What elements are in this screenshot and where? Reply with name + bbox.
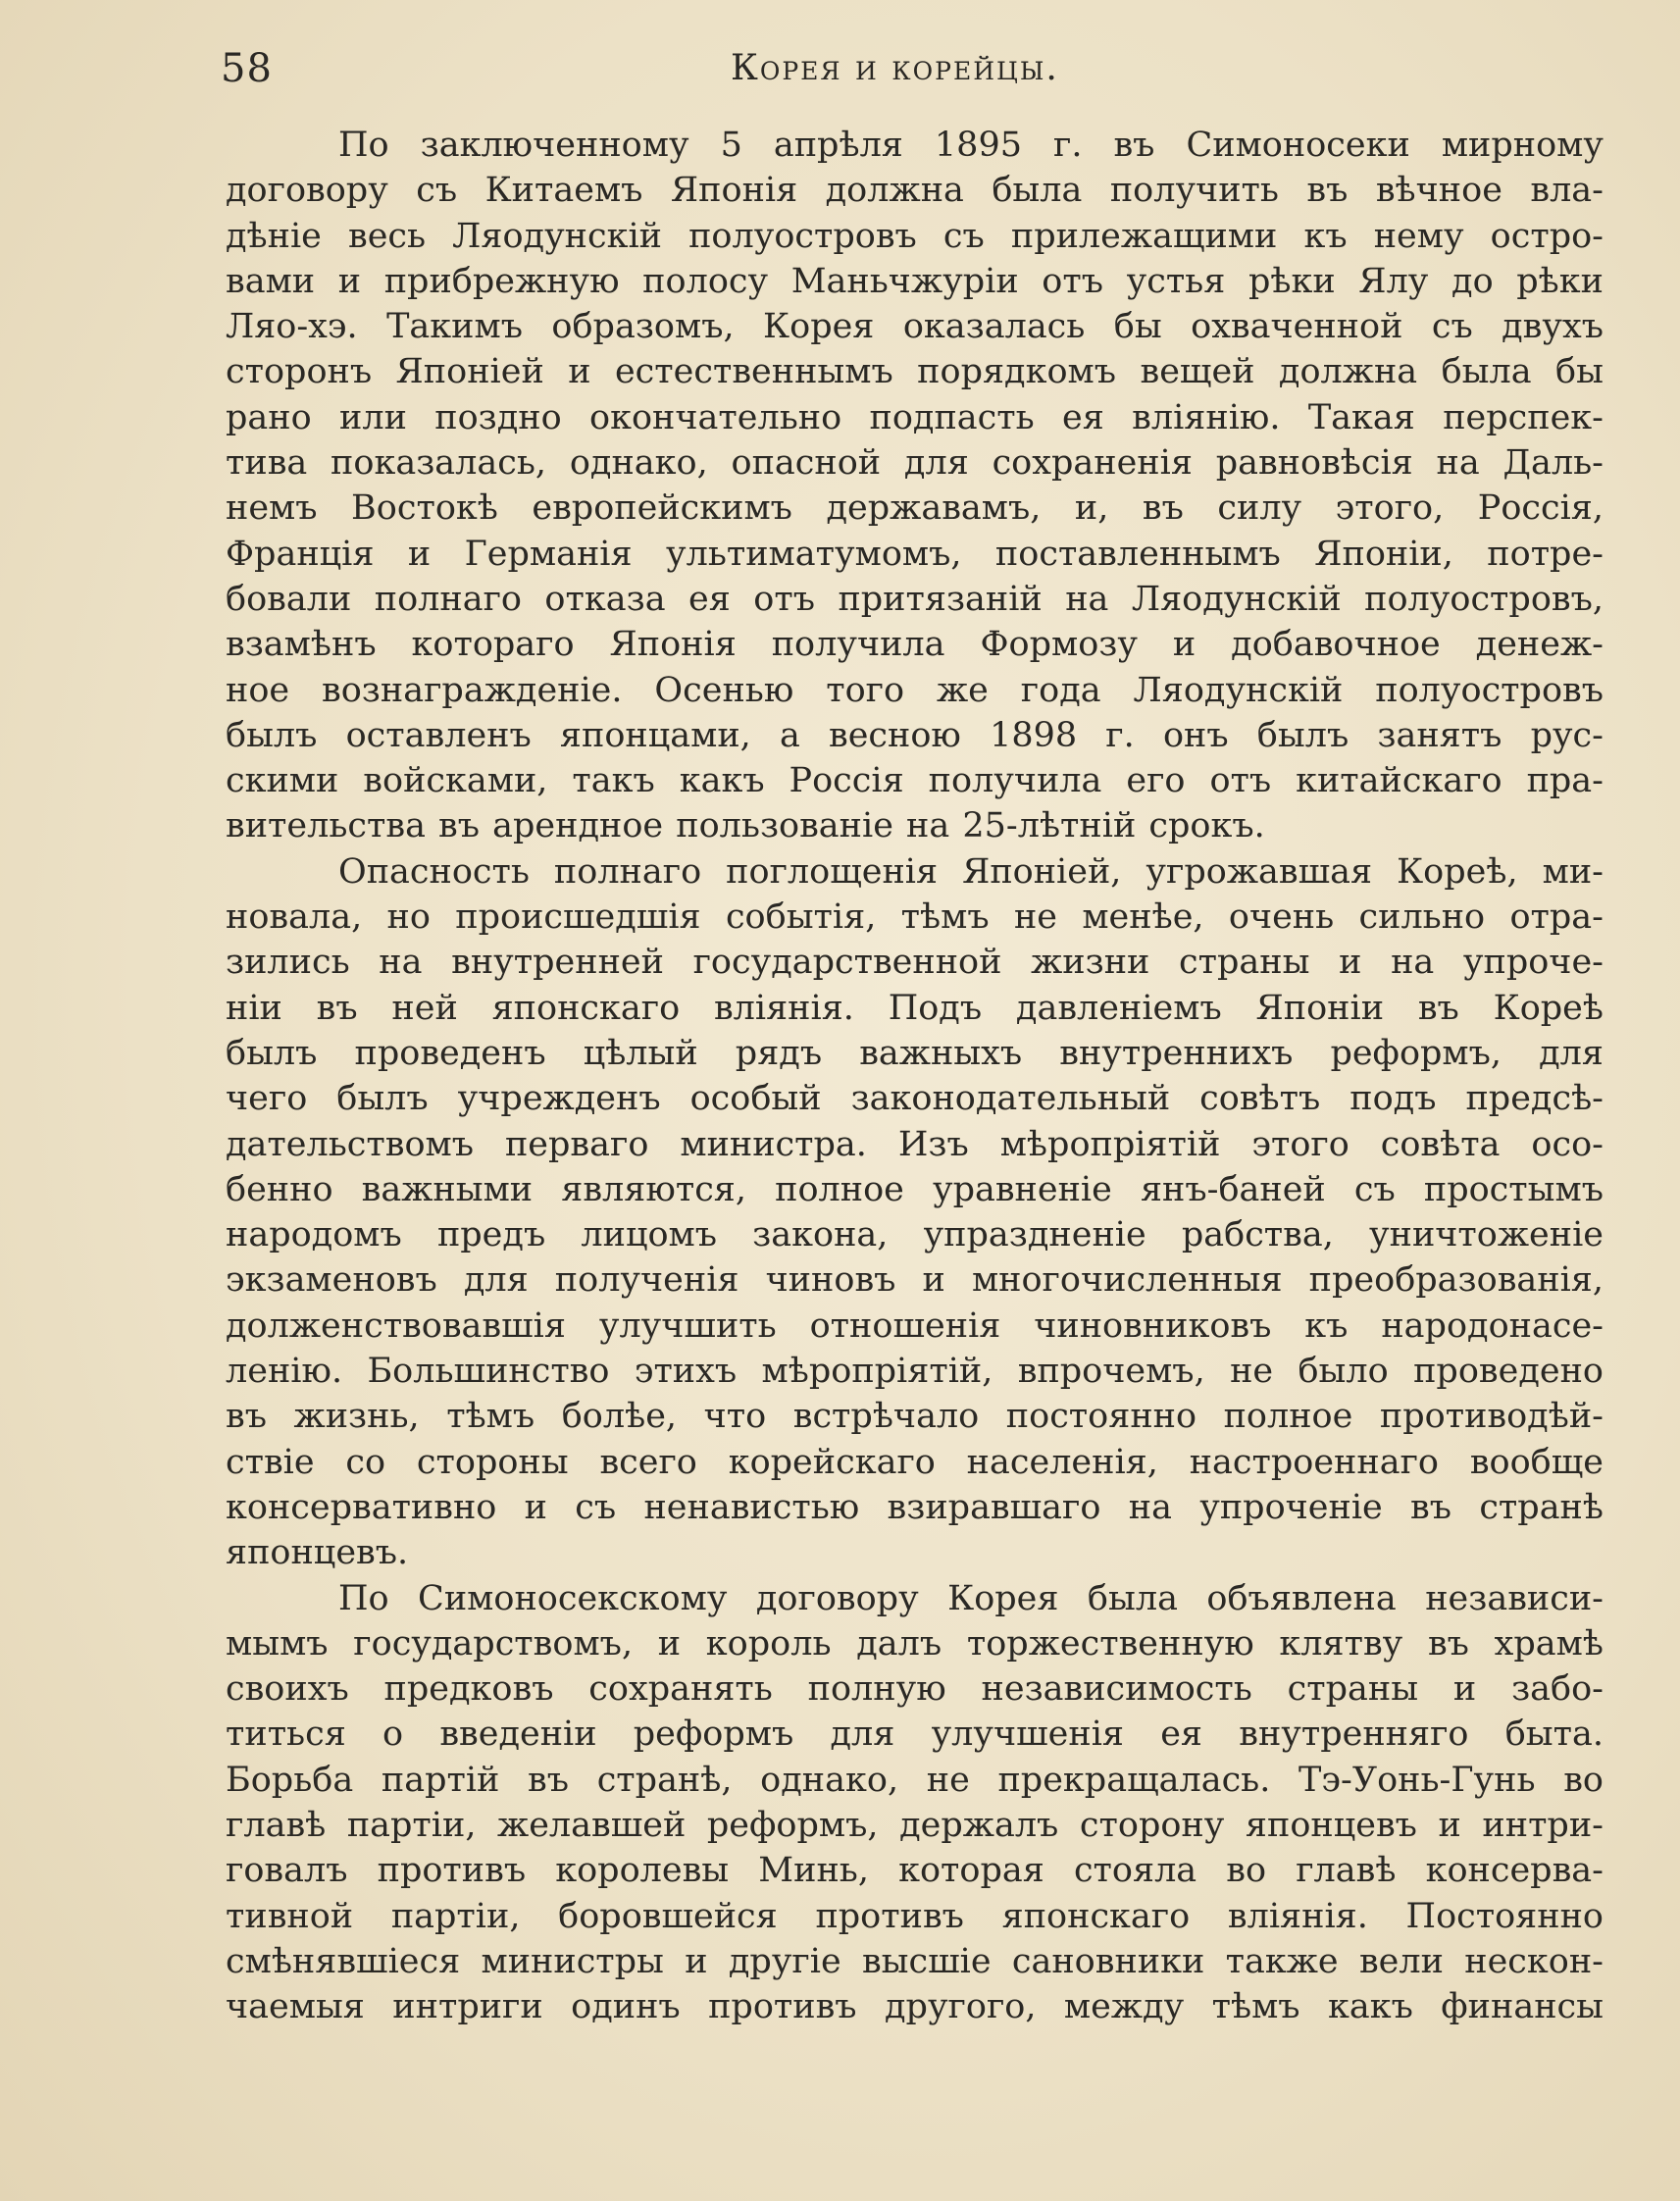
text-line: тива показалась, однако, опасной для сохраненія равновѣсія на Даль- [226,443,1604,484]
running-head: Корея и корейцы. [731,48,1059,88]
text-line: въ жизнь, тѣмъ болѣе, что встрѣчало постоянно полное противодѣй- [226,1397,1604,1437]
text-line: вами и прибрежную полосу Маньчжуріи отъ устья рѣки Ялу до рѣки [226,261,1604,301]
text-line: экзаменовъ для полученія чиновъ и многочисленныя преобразованія, [226,1260,1604,1301]
text-line: главѣ партіи, желавшей реформъ, держалъ сторону японцевъ и интри- [226,1805,1604,1845]
text-line: скими войсками, такъ какъ Россія получила его отъ китайскаго пра- [226,761,1604,801]
text-line: По Симоносекскому договору Корея была объявлена независи- [338,1578,1604,1618]
text-line: дѣніе весь Ляодунскій полуостровъ съ прилежащими къ нему остро- [226,216,1604,256]
text-line: рано или поздно окончательно подпасть ея вліянію. Такая перспек- [226,397,1604,437]
text-line: Борьба партій въ странѣ, однако, не прекращалась. Тэ-Уонь-Гунь во [226,1760,1604,1800]
text-line: Франція и Германія ультиматумомъ, поставленнымъ Японіи, потре- [226,534,1604,574]
text-line: смѣнявшіеся министры и другіе высшіе сановники также вели нескон- [226,1941,1604,1981]
text-line: По заключенному 5 апрѣля 1895 г. въ Симоносеки мирному [338,126,1604,165]
text-line: ствіе со стороны всего корейскаго населенія, настроеннаго вообще [226,1442,1604,1482]
text-line: народомъ предъ лицомъ закона, упраздненіе рабства, уничтоженіе [226,1215,1604,1255]
text-line: ніи въ ней японскаго вліянія. Подъ давленіемъ Японіи въ Кореѣ [226,988,1604,1028]
text-line: говалъ противъ королевы Минь, которая стояла во главѣ консерва- [226,1851,1604,1891]
text-line: японцевъ. [226,1533,409,1573]
text-line: бенно важными являются, полное уравненіе янъ-баней съ простымъ [226,1169,1604,1209]
text-line: Ляо-хэ. Такимъ образомъ, Корея оказалась бы охваченной съ двухъ [226,307,1604,347]
text-line: долженствовавшія улучшить отношенія чиновниковъ къ народонасе- [226,1305,1604,1346]
text-line: зились на внутренней государственной жизни страны и на упроче- [226,943,1604,983]
text-line: былъ оставленъ японцами, а весною 1898 г. онъ былъ занятъ рус- [226,715,1604,755]
body-text [226,123,1604,2029]
text-line: дательствомъ перваго министра. Изъ мѣропріятій этого совѣта осо- [226,1124,1604,1164]
text-line: вительства въ арендное пользованіе на 25-лѣтній срокъ. [226,806,1265,846]
text-line: мымъ государствомъ, и король далъ торжественную клятву въ храмѣ [226,1623,1604,1664]
text-line: Опасность полнаго поглощенія Японіей, угрожавшая Кореѣ, ми- [338,851,1604,892]
text-line: былъ проведенъ цѣлый рядъ важныхъ внутреннихъ реформъ, для [226,1033,1604,1073]
text-line: чего былъ учрежденъ особый законодательный совѣтъ подъ предсѣ- [226,1079,1604,1119]
text-line: консервативно и съ ненавистью взиравшаго на упроченіе въ странѣ [226,1487,1604,1527]
text-line: сторонъ Японіей и естественнымъ порядкомъ вещей должна была бы [226,352,1604,392]
text-line: взамѣнъ котораго Японія получила Формозу и добавочное денеж- [226,625,1604,665]
text-line: немъ Востокѣ европейскимъ державамъ, и, въ силу этого, Россія, [226,488,1604,529]
text-line: ное вознагражденіе. Осенью того же года Ляодунскій полуостровъ [226,670,1604,710]
text-line: новала, но происшедшія событія, тѣмъ не менѣе, очень сильно отра- [226,897,1604,938]
text-line: титься о введеніи реформъ для улучшенія ея внутренняго быта. [226,1715,1604,1755]
text-line: ленію. Большинство этихъ мѣропріятій, впрочемъ, не было проведено [226,1352,1604,1392]
text-line: тивной партіи, боровшейся противъ японскаго вліянія. Постоянно [226,1896,1604,1936]
page-number: 58 [221,46,273,91]
text-line: договору съ Китаемъ Японія должна была получить въ вѣчное вла- [226,171,1604,211]
text-line: бовали полнаго отказа ея отъ притязаній на Ляодунскій полуостровъ, [226,579,1604,619]
text-line: чаемыя интриги одинъ противъ другого, между тѣмъ какъ финансы [226,1987,1604,2027]
text-line: своихъ предковъ сохранять полную независимость страны и забо- [226,1669,1604,1710]
